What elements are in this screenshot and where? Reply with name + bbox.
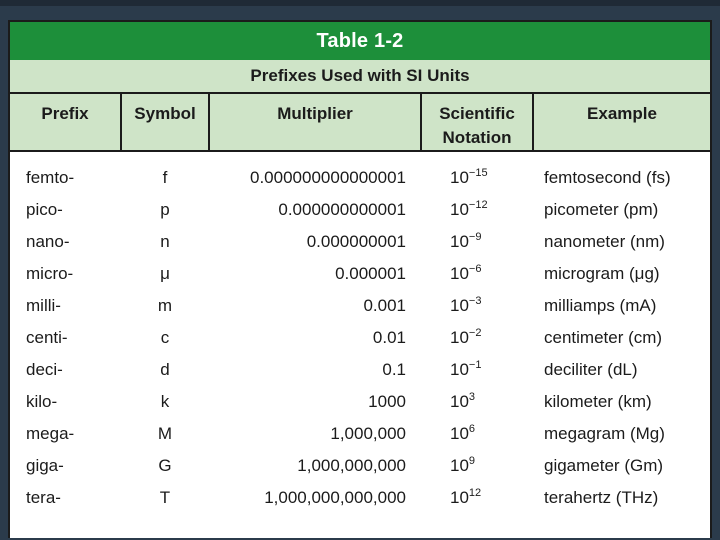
cell-symbol: T: [159, 488, 171, 507]
table-header-row: [10, 94, 710, 152]
cell-prefix: pico-: [26, 200, 63, 219]
header-scientific-line2: Notation: [442, 128, 512, 147]
cell-multiplier: 1,000,000,000: [297, 456, 406, 475]
sci-exponent: −12: [468, 199, 488, 211]
table-row: [10, 322, 710, 354]
cell-example: gigameter (Gm): [544, 456, 664, 475]
cell-symbol: f: [162, 168, 168, 187]
cell-symbol: μ: [160, 264, 170, 283]
cell-multiplier: 0.000000001: [306, 232, 406, 251]
cell-prefix: deci-: [26, 360, 63, 379]
sci-base: 10: [450, 360, 469, 379]
header-scientific-notation: [422, 94, 532, 150]
cell-multiplier: 1000: [368, 392, 406, 411]
cell-scientific: [450, 354, 550, 386]
cell-example: kilometer (km): [544, 392, 652, 411]
cell-prefix: kilo-: [26, 392, 58, 411]
cell-multiplier: 0.01: [372, 328, 406, 347]
cell-multiplier: 0.000000000001: [278, 200, 406, 219]
cell-scientific: [450, 322, 550, 354]
cell-symbol: n: [160, 232, 170, 251]
sci-exponent: −9: [468, 231, 482, 243]
header-example: Example: [587, 104, 657, 123]
table-title: Table 1-2: [10, 22, 710, 62]
header-symbol: Symbol: [134, 104, 196, 123]
cell-example: microgram (μg): [544, 264, 660, 283]
cell-multiplier: 0.001: [363, 296, 406, 315]
sci-base: 10: [450, 424, 469, 443]
cell-example: deciliter (dL): [544, 360, 638, 379]
sci-base: 10: [450, 392, 469, 411]
cell-multiplier: 1,000,000: [330, 424, 406, 443]
cell-scientific: [450, 482, 550, 514]
cell-symbol: p: [160, 200, 170, 219]
header-multiplier: Multiplier: [277, 104, 353, 123]
cell-prefix: centi-: [26, 328, 68, 347]
cell-prefix: femto-: [26, 168, 75, 187]
sci-exponent: 6: [468, 423, 476, 435]
table-row: [10, 290, 710, 322]
cell-example: picometer (pm): [544, 200, 659, 219]
cell-prefix: nano-: [26, 232, 70, 251]
sci-exponent: 3: [468, 391, 476, 403]
sci-exponent: −6: [468, 263, 482, 275]
cell-scientific: [450, 194, 550, 226]
sci-base: 10: [450, 168, 469, 187]
cell-multiplier: 0.000001: [335, 264, 406, 283]
sci-base: 10: [450, 456, 469, 475]
sci-base: 10: [450, 296, 469, 315]
sci-exponent: 9: [468, 455, 476, 467]
cell-prefix: giga-: [26, 456, 64, 475]
cell-prefix: mega-: [26, 424, 75, 443]
sci-base: 10: [450, 488, 469, 507]
cell-example: centimeter (cm): [544, 328, 663, 347]
table-row: [10, 226, 710, 258]
cell-multiplier: 0.1: [382, 360, 406, 379]
cell-prefix: milli-: [26, 296, 61, 315]
cell-scientific: [450, 418, 550, 450]
cell-symbol: d: [160, 360, 170, 379]
table-row: [10, 194, 710, 226]
slide-frame: [0, 6, 720, 540]
cell-symbol: m: [157, 296, 173, 315]
cell-scientific: [450, 226, 550, 258]
table-row: [10, 354, 710, 386]
si-prefix-table: [8, 20, 712, 538]
table-subtitle: Prefixes Used with SI Units: [10, 60, 710, 94]
table-row: [10, 450, 710, 482]
cell-symbol: c: [160, 328, 170, 347]
header-scientific-line1: Scientific: [439, 104, 515, 123]
sci-base: 10: [450, 264, 469, 283]
cell-example: nanometer (nm): [544, 232, 665, 251]
header-prefix: Prefix: [41, 104, 89, 123]
sci-exponent: −3: [468, 295, 482, 307]
table-row: [10, 386, 710, 418]
cell-example: milliamps (mA): [544, 296, 657, 315]
cell-example: megagram (Mg): [544, 424, 665, 443]
cell-example: femtosecond (fs): [544, 168, 671, 187]
cell-symbol: G: [158, 456, 172, 475]
table-row: [10, 258, 710, 290]
cell-scientific: [450, 290, 550, 322]
sci-exponent: 12: [468, 487, 482, 499]
table-row: [10, 418, 710, 450]
sci-base: 10: [450, 200, 469, 219]
cell-scientific: [450, 162, 550, 194]
cell-symbol: k: [160, 392, 170, 411]
sci-exponent: −2: [468, 327, 482, 339]
cell-multiplier: 0.000000000000001: [250, 168, 406, 187]
cell-example: terahertz (THz): [544, 488, 659, 507]
cell-scientific: [450, 386, 550, 418]
sci-base: 10: [450, 232, 469, 251]
sci-exponent: −15: [468, 167, 488, 179]
sci-base: 10: [450, 328, 469, 347]
table-row: [10, 482, 710, 514]
cell-multiplier: 1,000,000,000,000: [264, 488, 406, 507]
cell-scientific: [450, 258, 550, 290]
table-row: [10, 162, 710, 194]
table-body: [10, 152, 710, 538]
cell-scientific: [450, 450, 550, 482]
cell-prefix: micro-: [26, 264, 74, 283]
sci-exponent: −1: [468, 359, 482, 371]
cell-prefix: tera-: [26, 488, 61, 507]
cell-symbol: M: [157, 424, 173, 443]
